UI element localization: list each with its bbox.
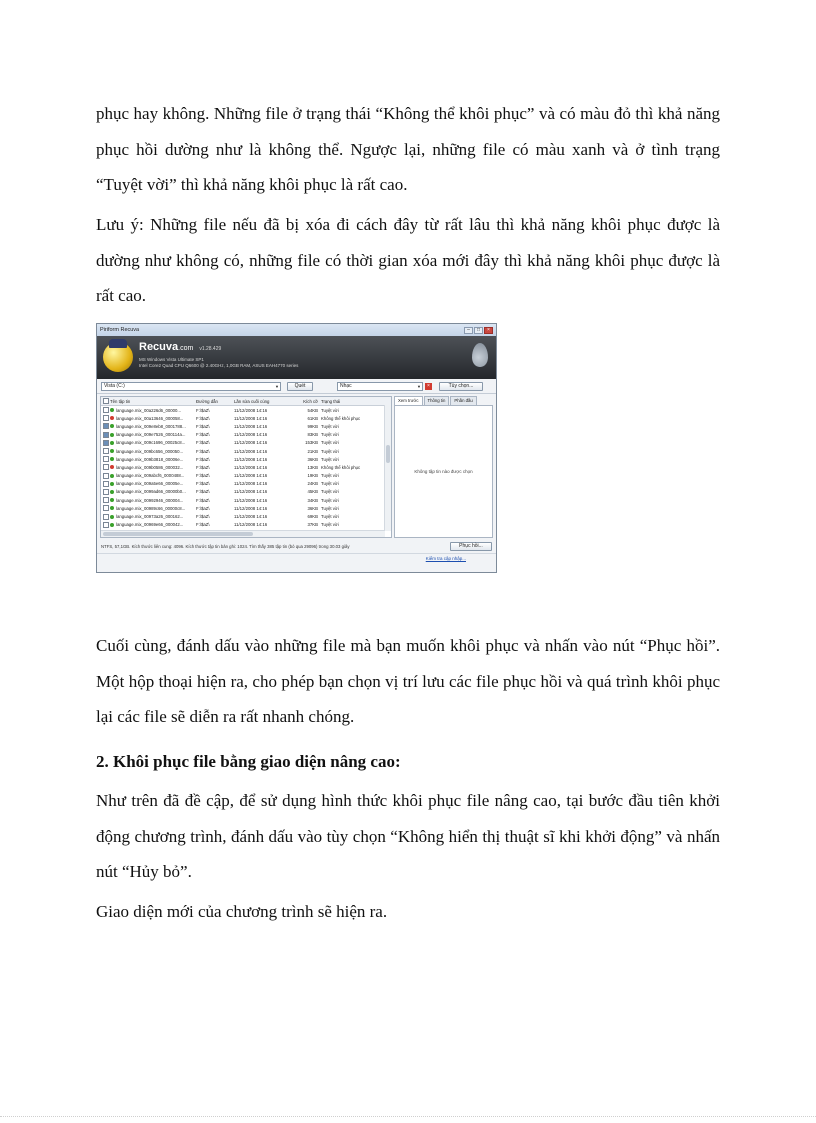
file-size-cell: 36KB xyxy=(307,505,318,511)
sysinfo-hardware: Intel Core2 Quad CPU Q6600 @ 2.40GHz, 1,0GB RAM, ASUS EAH4770 series xyxy=(139,363,299,368)
file-size-cell: 69KB xyxy=(307,514,318,520)
status-dot-icon xyxy=(110,408,114,412)
file-path-cell: F:\$aZ\ xyxy=(196,456,210,462)
file-date-cell: 11/12/2008 14:16 xyxy=(234,432,268,438)
file-name-cell: language.mix_009b0586_000032... xyxy=(110,465,196,470)
file-name-cell: language.mix_00992946_000004... xyxy=(110,498,196,503)
file-size-cell: 61KB xyxy=(307,415,318,421)
chevron-down-icon: ▼ xyxy=(275,383,279,389)
file-state-cell: Tuyệt vời xyxy=(321,522,339,528)
preview-pane xyxy=(394,405,493,538)
table-row[interactable] xyxy=(101,488,391,496)
status-bar xyxy=(97,540,496,553)
table-row[interactable] xyxy=(101,480,391,488)
app-banner xyxy=(97,336,496,379)
file-name-cell: language.mix_00973a26_000162... xyxy=(110,514,196,519)
table-row[interactable] xyxy=(101,521,391,529)
file-path-cell: F:\$aZ\ xyxy=(196,505,210,511)
side-panel xyxy=(394,396,493,538)
file-date-cell: 11/12/2008 14:16 xyxy=(234,407,268,413)
side-tabs xyxy=(394,396,493,405)
file-state-cell: Tuyệt vời xyxy=(321,473,339,479)
preview-empty-text: Không tập tin nào được chọn xyxy=(414,469,473,474)
row-checkbox[interactable] xyxy=(101,473,110,479)
file-name-cell: language.mix_009c1696_00025c8... xyxy=(110,440,196,445)
file-list-header xyxy=(101,397,391,406)
file-date-cell: 11/12/2008 14:16 xyxy=(234,440,268,446)
status-dot-icon xyxy=(110,474,114,478)
row-checkbox[interactable] xyxy=(101,407,110,413)
file-state-cell: Tuyệt vời xyxy=(321,481,339,487)
file-path-cell: F:\$aZ\ xyxy=(196,489,210,495)
row-checkbox[interactable] xyxy=(101,464,110,470)
file-state-cell: Không thể khôi phục xyxy=(321,415,361,421)
file-date-cell: 11/12/2008 14:16 xyxy=(234,514,268,520)
status-dot-icon xyxy=(110,465,114,469)
file-size-cell: 13KB xyxy=(307,464,318,470)
file-path-cell: F:\$aZ\ xyxy=(196,464,210,470)
row-checkbox[interactable] xyxy=(101,514,110,520)
status-dot-icon xyxy=(110,482,114,486)
row-checkbox[interactable] xyxy=(101,440,110,446)
file-path-cell: F:\$aZ\ xyxy=(196,522,210,528)
clear-filter-icon[interactable]: × xyxy=(425,383,432,390)
file-name-cell: language.mix_009e8eb8_0001788... xyxy=(110,424,196,429)
file-name-cell: language.mix_009bc656_000050... xyxy=(110,449,196,454)
file-size-cell: 21KB xyxy=(307,448,318,454)
file-path-cell: F:\$aZ\ xyxy=(196,514,210,520)
table-row[interactable] xyxy=(101,406,391,414)
row-checkbox[interactable] xyxy=(101,448,110,454)
file-state-cell: Không thể khôi phục xyxy=(321,464,361,470)
table-row[interactable] xyxy=(101,512,391,520)
file-date-cell: 11/12/2008 14:16 xyxy=(234,423,268,429)
file-date-cell: 11/12/2008 14:16 xyxy=(234,505,268,511)
column-header-name[interactable]: Tên tập tin xyxy=(110,398,131,404)
status-dot-icon xyxy=(110,441,114,445)
file-size-cell: 36KB xyxy=(307,456,318,462)
table-row[interactable] xyxy=(101,472,391,480)
file-state-cell: Tuyệt vời xyxy=(321,489,339,495)
file-size-cell: 54KB xyxy=(307,407,318,413)
file-size-cell: 153KB xyxy=(305,440,318,446)
file-name-cell: language.mix_00a226d6_00000... xyxy=(110,408,196,413)
row-checkbox[interactable] xyxy=(101,415,110,421)
section-heading: 2. Khôi phục file bằng giao diện nâng cao: xyxy=(96,752,401,771)
column-header-date[interactable]: Lần sửa cuối cùng xyxy=(234,398,270,404)
table-row[interactable] xyxy=(101,447,391,455)
status-dot-icon xyxy=(110,449,114,453)
file-list xyxy=(100,396,392,538)
window-footer xyxy=(97,553,496,566)
toolbar xyxy=(97,379,496,394)
status-dot-icon xyxy=(110,490,114,494)
file-path-cell: F:\$aZ\ xyxy=(196,440,210,446)
tab-preview[interactable]: Xem trước xyxy=(394,396,423,405)
logo-hat-icon xyxy=(109,339,127,348)
table-row[interactable] xyxy=(101,439,391,447)
file-state-cell: Tuyệt vời xyxy=(321,407,339,413)
window-titlebar xyxy=(97,324,496,336)
paragraph-final-step: Cuối cùng, đánh dấu vào những file mà bạn muốn khôi phục và nhấn vào nút “Phục hồi”. Một hộp thoại hiện ra, cho phép bạn chọn vị trí lưu các file phục hồi và quá trình khôi phục lại các file sẽ diễn ra rất nhanh chóng. xyxy=(96,636,720,726)
brand-name: Recuva.com v1.28.429 xyxy=(139,341,222,353)
status-dot-icon xyxy=(110,457,114,461)
drive-select[interactable]: Vista (C:) ▼ xyxy=(101,382,281,391)
scan-button[interactable]: Quét xyxy=(287,382,313,391)
file-name-cell: language.mix_009abcf6_0000488... xyxy=(110,473,196,478)
status-text: NTFS, 57,1GB. Kích thước liên cung: 4096. Kích thước tập tin bản ghi: 1024. Tìm thấy 385 tập tin (bỏ qua 29096) trong 30.03 giây xyxy=(101,544,350,549)
tab-info[interactable]: Thông tin xyxy=(424,396,450,405)
file-state-cell: Tuyệt vời xyxy=(321,432,339,438)
column-header-size[interactable]: Kích cỡ xyxy=(303,398,318,404)
status-dot-icon xyxy=(110,424,114,428)
file-state-cell: Tuyệt vời xyxy=(321,423,339,429)
row-checkbox[interactable] xyxy=(101,432,110,438)
file-path-cell: F:\$aZ\ xyxy=(196,432,210,438)
file-state-cell: Tuyệt vời xyxy=(321,497,339,503)
paragraph-note: Lưu ý: Những file nếu đã bị xóa đi cách đây từ rất lâu thì khả năng khôi phục được là dường như không có, những file có thời gian xóa mới đây thì khả năng khôi phục được là rất cao. xyxy=(96,215,720,305)
row-checkbox[interactable] xyxy=(101,481,110,487)
file-size-cell: 45KB xyxy=(307,489,318,495)
file-state-cell: Tuyệt vời xyxy=(321,440,339,446)
file-list-rows xyxy=(101,406,391,529)
vertical-scrollbar[interactable] xyxy=(384,405,391,531)
file-size-cell: 19KB xyxy=(307,473,318,479)
version-label: v1.28.429 xyxy=(199,346,222,352)
file-path-cell: F:\$aZ\ xyxy=(196,497,210,503)
droplet-icon xyxy=(472,343,488,367)
close-icon[interactable]: × xyxy=(484,327,493,334)
file-name-cell: language.mix_00989c66_00000c8... xyxy=(110,506,196,511)
options-button[interactable]: Tùy chọn... xyxy=(439,382,483,391)
row-checkbox[interactable] xyxy=(101,423,110,429)
file-name-cell: language.mix_009a5e66_00005e... xyxy=(110,481,196,486)
filter-select[interactable]: Nhạc ▼ xyxy=(337,382,423,391)
status-dot-icon xyxy=(110,506,114,510)
file-path-cell: F:\$aZ\ xyxy=(196,423,210,429)
file-state-cell: Tuyệt vời xyxy=(321,448,339,454)
page-edge-divider xyxy=(0,1116,816,1117)
check-updates-link[interactable]: Kiểm tra cập nhập... xyxy=(425,556,466,561)
table-row[interactable] xyxy=(101,422,391,430)
file-size-cell: 24KB xyxy=(307,481,318,487)
row-checkbox[interactable] xyxy=(101,456,110,462)
sysinfo-os: MS Windows Vista Ultimate SP1 xyxy=(139,357,204,362)
select-all-checkbox[interactable] xyxy=(101,398,110,404)
file-state-cell: Tuyệt vời xyxy=(321,505,339,511)
status-dot-icon xyxy=(110,523,114,527)
recover-button[interactable]: Phục hồi... xyxy=(450,542,492,551)
table-row[interactable] xyxy=(101,414,391,422)
file-date-cell: 11/12/2008 14:16 xyxy=(234,464,268,470)
file-path-cell: F:\$aZ\ xyxy=(196,415,210,421)
file-name-cell: language.mix_00a13646_000058... xyxy=(110,416,196,421)
file-name-cell: language.mix_009e7526_000114a... xyxy=(110,432,196,437)
maximize-icon[interactable]: □ xyxy=(474,327,483,334)
column-header-path[interactable]: Đường dẫn xyxy=(196,398,218,404)
window-title: Piriform Recuva xyxy=(100,327,140,333)
file-date-cell: 11/12/2008 14:16 xyxy=(234,489,268,495)
main-content xyxy=(97,394,496,540)
column-header-state[interactable]: Trạng thái xyxy=(321,398,341,404)
table-row[interactable] xyxy=(101,496,391,504)
file-size-cell: 37KB xyxy=(307,522,318,528)
status-dot-icon xyxy=(110,416,114,420)
file-date-cell: 11/12/2008 14:16 xyxy=(234,522,268,528)
table-row[interactable] xyxy=(101,504,391,512)
status-dot-icon xyxy=(110,433,114,437)
file-state-cell: Tuyệt vời xyxy=(321,456,339,462)
row-checkbox[interactable] xyxy=(101,497,110,503)
file-name-cell: language.mix_009b3818_00006e... xyxy=(110,457,196,462)
table-row[interactable] xyxy=(101,455,391,463)
minimize-icon[interactable]: – xyxy=(464,327,473,334)
file-state-cell: Tuyệt vời xyxy=(321,514,339,520)
file-date-cell: 11/12/2008 14:16 xyxy=(234,448,268,454)
file-size-cell: 83KB xyxy=(307,432,318,438)
recuva-screenshot xyxy=(96,323,497,573)
file-size-cell: 99KB xyxy=(307,423,318,429)
file-date-cell: 11/12/2008 14:16 xyxy=(234,415,268,421)
file-path-cell: F:\$aZ\ xyxy=(196,448,210,454)
file-name-cell: language.mix_0099ad66_00000b0... xyxy=(110,489,196,494)
status-dot-icon xyxy=(110,498,114,502)
table-row[interactable] xyxy=(101,463,391,471)
row-checkbox[interactable] xyxy=(101,489,110,495)
row-checkbox[interactable] xyxy=(101,505,110,511)
file-size-cell: 34KB xyxy=(307,497,318,503)
paragraph-new-ui: Giao diện mới của chương trình sẽ hiện ra. xyxy=(96,902,388,921)
file-date-cell: 11/12/2008 14:16 xyxy=(234,481,268,487)
table-row[interactable] xyxy=(101,431,391,439)
paragraph-intro: phục hay không. Những file ở trạng thái “Không thể khôi phục” và có màu đỏ thì khả năng phục hồi dường như là không thể. Ngược lại, những file có màu xanh và ở tình trạng “Tuyệt vời” thì khả năng khôi phục là rất cao. xyxy=(96,104,720,194)
file-path-cell: F:\$aZ\ xyxy=(196,407,210,413)
status-dot-icon xyxy=(110,515,114,519)
file-path-cell: F:\$aZ\ xyxy=(196,473,210,479)
file-date-cell: 11/12/2008 14:16 xyxy=(234,473,268,479)
file-path-cell: F:\$aZ\ xyxy=(196,481,210,487)
file-date-cell: 11/12/2008 14:16 xyxy=(234,456,268,462)
file-name-cell: language.mix_00969e66_000042... xyxy=(110,522,196,527)
row-checkbox[interactable] xyxy=(101,522,110,528)
paragraph-advanced: Như trên đã đề cập, để sử dụng hình thức khôi phục file nâng cao, tại bước đầu tiên khởi động chương trình, đánh dấu vào tùy chọn “Không hiển thị thuật sĩ khi khởi động” và nhấn nút “Hủy bỏ”. xyxy=(96,791,720,881)
tab-header[interactable]: Phần đầu xyxy=(450,396,476,405)
horizontal-scrollbar[interactable] xyxy=(101,530,385,537)
file-date-cell: 11/12/2008 14:16 xyxy=(234,497,268,503)
chevron-down-icon: ▼ xyxy=(417,383,421,389)
